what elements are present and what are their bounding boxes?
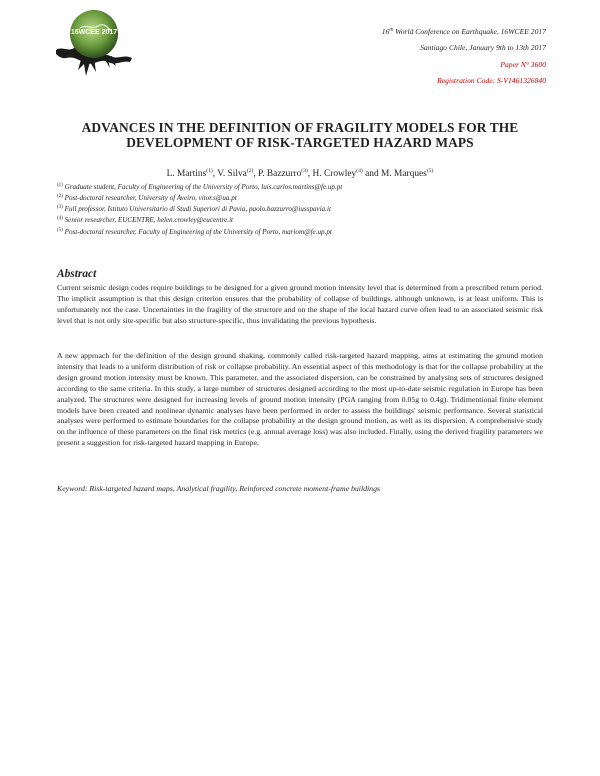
paper-number: Paper N° 3600 [500, 60, 546, 69]
registration-code: Registration Code: S-V1461326840 [437, 76, 546, 85]
author: M. Marques$^{(5)}$ [381, 168, 434, 179]
conference-name: 16th World Conference on Earthquake, 16WCEE 2017 [381, 27, 546, 36]
keywords: Keyword: Risk-targeted hazard maps, Analytical fragility, Reinforced concrete moment-frame buildings [57, 484, 381, 493]
author: P. Bazzurro$^{(3)}$, [258, 168, 313, 179]
affiliation: $^{(1)}$ Graduate student, Faculty of Engineering of the University of Porto, luis.carlos.martins@fe.up.pt [57, 182, 343, 191]
conference-location: Santiago Chile, January 9th to 13th 2017 [420, 43, 546, 52]
title-line-2: DEVELOPMENT OF RISK-TARGETED HAZARD MAPS [126, 135, 474, 150]
affiliation: $^{(2)}$ Post-doctoral researcher, University of Aveiro, vitor.s@ua.pt [57, 193, 237, 202]
abstract-paragraph-2: A new approach for the definition of the design ground shaking, commonly called risk-targeted hazard mapping, aims at estimating the ground motion intensity that leads to a uniform distribution of risk or collapse probability. An essential aspect of this methodology is that for the collapse probability at the design ground motion intensity must be known. This parameter, and the associated dispersion, can be constrained by analysing sets of structures designed according to the same criteria. In this study, a large number of structures designed according to the most up-to-date seismic regulation in Europe has been analyzed. The structures were designed for increasing levels of ground motion intensity (PGA ranging from 0.05g to 0.4g). Tridimentional finite element models have been created and nonlinear dynamic analyses have been performed in order to assess the buildings' seismic performance. Several statistical analyses were performed to estimate boundaries for the collapse probability at the design ground motion, as well as its dispersion. A comprehensive study on the influence of these parameters on the final risk metrics (e.g. annual average loss) was also included. Finally, using the derived fragility parameters we present a suggestion for risk-targeted hazard mapping in Europe. [57, 351, 543, 448]
conference-logo [52, 6, 136, 78]
affiliation-list [57, 181, 557, 237]
logo-text: 16WCEE 2017 [70, 29, 118, 36]
affiliation: $^{(3)}$ Full professor, Istituto Universitario di Studi Superiori di Pavia, paolo.bazzurro@iusspavia.it [57, 205, 331, 214]
author: V. Silva$^{(2)}$, [217, 168, 259, 179]
author-list [0, 168, 600, 179]
affiliation: $^{(4)}$ Senior researcher, EUCENTRE, helen.crowley@eucentre.it [57, 216, 234, 225]
affiliation: $^{(5)}$ Post-doctoral researcher, Faculty of Engineering of the University of Porto, mariom@fe.up.pt [57, 227, 332, 236]
title-line-1: ADVANCES IN THE DEFINITION OF FRAGILITY MODELS FOR THE [81, 120, 519, 135]
author: L. Martins$^{(1)}$, [166, 168, 218, 179]
paper-title [60, 120, 540, 150]
author: H. Crowley$^{(4)}$ and [312, 168, 381, 179]
abstract-paragraph-1: Current seismic design codes require buildings to be designed for a given ground motion intensity level that is determined from a prescribed return period. The implicit assumption is that this design criterion ensures that the probability of collapse of buildings, although unknown, is at least uniform. This is unfortunately not the case. Uncertainties in the fragility of the structure and on the shape of the local hazard curve often lead to an associated seismic risk level that is not only site-specific but also structure-specific, thus invalidating the previous hypothesis. [57, 283, 543, 325]
abstract-heading: Abstract [57, 268, 97, 280]
